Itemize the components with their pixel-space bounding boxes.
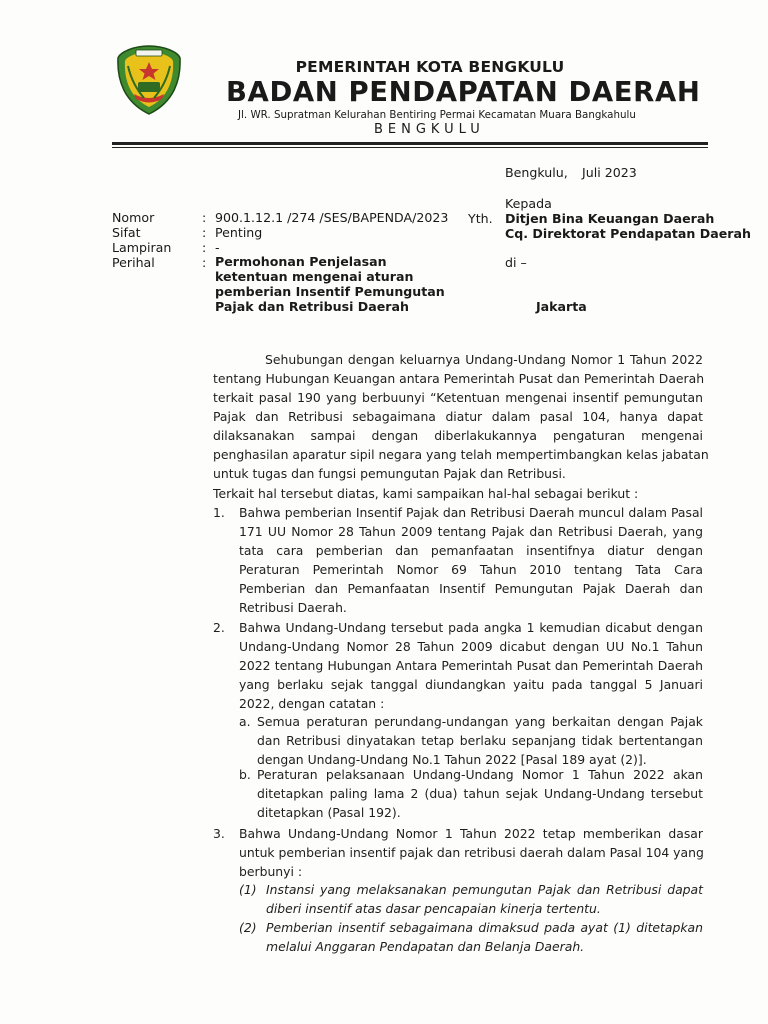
item2-line: Undang-Undang Nomor 28 Tahun 2009 dicabut dengan UU No.1 Tahun [239, 639, 703, 654]
item2a-label: a. [239, 714, 251, 729]
item1-line: tata cara pemberian dan pemanfaatan insentifnya diatur dengan [239, 543, 703, 558]
item2-line: Bahwa Undang-Undang tersebut pada angka 1 kemudian dicabut dengan [239, 620, 703, 635]
item2-line: 2022, dengan catatan : [239, 696, 385, 711]
meta-value-sifat: Penting [215, 225, 263, 240]
recipient-kepada: Kepada [505, 196, 552, 211]
meta-colon: : [202, 255, 207, 270]
recipient-line1: Ditjen Bina Keuangan Daerah [505, 211, 715, 226]
meta-label-sifat: Sifat [112, 225, 141, 240]
item2a-line: dengan Undang-Undang No.1 Tahun 2022 [Pasal 189 ayat (2)]. [257, 752, 647, 767]
item2-line: yang berlaku sejak tanggal diundangkan yaitu pada tanggal 5 Januari [239, 677, 703, 692]
lead-sentence: Terkait hal tersebut diatas, kami sampaikan hal-hal sebagai berikut : [213, 486, 639, 501]
intro-line: Pajak dan Retribusi sebagaimana diatur dalam pasal 104, hanya dapat [213, 409, 703, 424]
meta-colon: : [202, 240, 207, 255]
item3-text [239, 824, 703, 881]
intro-line: Sehubungan dengan keluarnya Undang-Undang Nomor 1 Tahun 2022 [265, 352, 703, 367]
quote1-line: Instansi yang melaksanakan pemungutan Pajak dan Retribusi dapat [266, 882, 703, 897]
meta-value-nomor: 900.1.12.1 /274 /SES/BAPENDA/2023 [215, 210, 449, 225]
recipient-line2: Cq. Direktorat Pendapatan Daerah [505, 226, 751, 241]
meta-colons [202, 210, 206, 270]
perihal-subject [215, 254, 445, 314]
item2-number: 2. [213, 620, 225, 635]
item1-line: Bahwa pemberian Insentif Pajak dan Retribusi Daerah muncul dalam Pasal [239, 505, 703, 520]
meta-label-nomor: Nomor [112, 210, 155, 225]
item2b-text [257, 765, 703, 822]
perihal-line: Pajak dan Retribusi Daerah [215, 299, 409, 314]
item1-number: 1. [213, 505, 225, 520]
item2a-text [257, 712, 703, 769]
date-place: Bengkulu, [505, 165, 568, 180]
header-rule-thick [112, 142, 708, 145]
quote2-line: melalui Anggaran Pendapatan dan Belanja Daerah. [266, 939, 585, 954]
intro-line: terkait pasal 190 yang berbuunyi “Ketentuan mengenai insentif pemungutan [213, 390, 703, 405]
header-agency: BADAN PENDAPATAN DAERAH [226, 76, 701, 108]
item2-text [239, 618, 703, 713]
item2b-line: ditetapkan (Pasal 192). [257, 805, 401, 820]
perihal-line: Permohonan Penjelasan [215, 254, 387, 269]
perihal-line: ketentuan mengenai aturan [215, 269, 414, 284]
header-government: PEMERINTAH KOTA BENGKULU [295, 58, 565, 76]
recipient-di: di – [505, 255, 527, 270]
meta-value-lampiran: - [215, 240, 220, 255]
meta-label-perihal: Perihal [112, 255, 155, 270]
item2a-line: dan Retribusi dinyatakan tetap berlaku sepanjang tidak bertentangan [257, 733, 703, 748]
meta-colon: : [202, 210, 207, 225]
date-value: Juli 2023 [582, 165, 637, 180]
item3-number: 3. [213, 826, 225, 841]
intro-line: untuk tugas dan fungsi pemungutan Pajak dan Retribusi. [213, 466, 566, 481]
header-rule-thin [112, 147, 708, 148]
intro-paragraph [213, 350, 709, 483]
header-city: BENGKULU [374, 122, 485, 137]
intro-line: tentang Hubungan Keuangan antara Pemerintah Pusat dan Pemerintah Daerah [213, 371, 705, 386]
item1-line: 171 UU Nomor 28 Tahun 2009 tentang Pajak dan Retribusi Daerah, yang [239, 524, 703, 539]
meta-label-lampiran: Lampiran [112, 240, 172, 255]
recipient-yth: Yth. [468, 211, 493, 226]
recipient-city: Jakarta [536, 299, 587, 314]
item1-text [239, 503, 703, 617]
quote1-text [266, 880, 703, 918]
intro-line: dilaksanakan sampai dengan diberlakukannya pengaturan mengenai [213, 428, 703, 443]
item2b-label: b. [239, 767, 251, 782]
item3-line: untuk pemberian insentif pajak dan retribusi daerah dalam Pasal 104 yang [239, 845, 704, 860]
quote2-text [266, 918, 703, 956]
meta-labels [112, 210, 171, 270]
perihal-line: pemberian Insentif Pemungutan [215, 284, 445, 299]
item2-line: 2022 tentang Hubungan Antara Pemerintah Pusat dan Pemerintah Daerah [239, 658, 703, 673]
quote1-line: diberi insentif atas dasar pencapaian kinerja tertentu. [266, 901, 601, 916]
item2b-line: ditetapkan paling lama 2 (dua) tahun sejak Undang-Undang tersebut [257, 786, 703, 801]
intro-line: penghasilan aparatur sipil negara yang telah mempertimbangkan kelas jabatan [213, 447, 709, 462]
meta-colon: : [202, 225, 207, 240]
quote1-label: (1) [239, 882, 257, 897]
item2b-line: Peraturan pelaksanaan Undang-Undang Nomor 1 Tahun 2022 akan [257, 767, 703, 782]
item1-line: Retribusi Daerah. [239, 600, 347, 615]
quote2-line: Pemberian insentif sebagaimana dimaksud pada ayat (1) ditetapkan [266, 920, 703, 935]
header-address: Jl. WR. Supratman Kelurahan Bentiring Permai Kecamatan Muara Bangkahulu [238, 109, 636, 121]
item1-line: Peraturan Pemerintah Nomor 69 Tahun 2010 tentang Tata Cara [239, 562, 703, 577]
item3-line: berbunyi : [239, 864, 303, 879]
quote2-label: (2) [239, 920, 257, 935]
item3-line: Bahwa Undang-Undang Nomor 1 Tahun 2022 tetap memberikan dasar [239, 826, 703, 841]
item2a-line: Semua peraturan perundang-undangan yang berkaitan dengan Pajak [257, 714, 703, 729]
item1-line: Pemberian dan Pemanfaatan Insentif Pemungutan Pajak Daerah dan [239, 581, 703, 596]
meta-values [215, 210, 448, 255]
city-emblem-logo [114, 44, 184, 116]
